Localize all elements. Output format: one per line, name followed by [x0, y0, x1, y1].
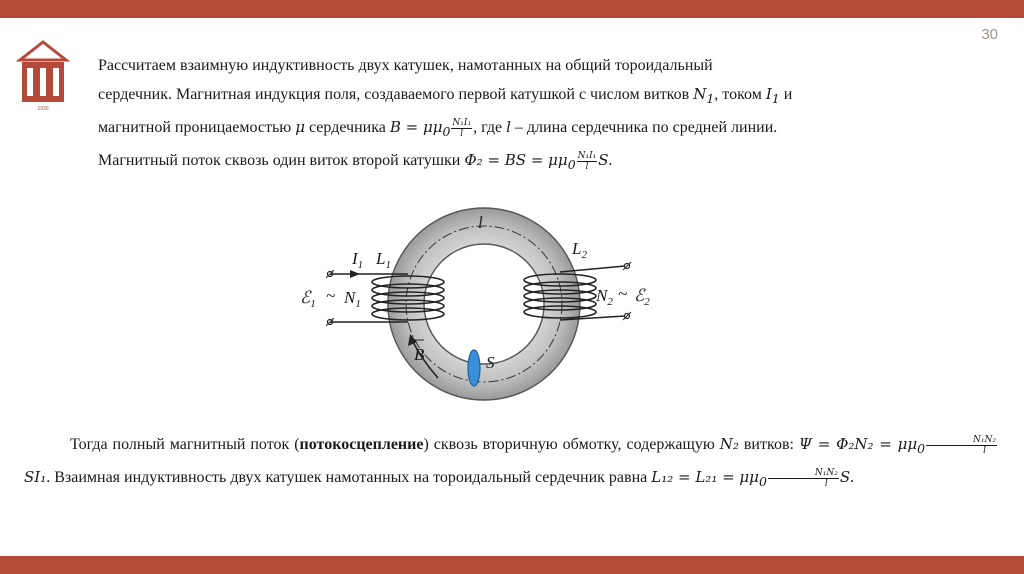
p1-line2-c: и — [779, 86, 793, 103]
p1-line2-a: сердечник. Магнитная индукция поля, создаваемого первой катушкой с числом витков — [98, 86, 694, 103]
p1-formula-flux: Φ₂ = BS = $\mu\mu_0$ — [464, 151, 576, 172]
p2-formula-l12-end: S. — [839, 468, 855, 486]
label-e2: ℰ$_2$ — [634, 286, 650, 308]
p2-formula-l12: $L_{12} = L_{21} = \mu\mu_0$ — [651, 468, 767, 489]
p1-line3-b: сердечника — [305, 119, 390, 136]
label-s: S — [486, 353, 495, 372]
p2-b: ) сквозь вторичную обмотку, содержащую — [423, 436, 720, 453]
current-arrow-icon — [350, 270, 360, 278]
label-l2: $L_2$ — [572, 239, 587, 261]
p2-bold-term: потокосцепление — [299, 436, 424, 453]
label-n1: $N_1$ — [344, 288, 361, 310]
p2-formula-psi-end: SI₁ — [24, 468, 47, 486]
p1-line1: Рассчитаем взаимную индуктивность двух катушек, намотанных на общий тороидальный — [98, 57, 713, 74]
p2-formula-psi-fraction: $\frac{\text{N₁N₂}}{l}$ — [926, 435, 997, 456]
p1-n1: $N_1$ — [693, 85, 715, 106]
label-tilde-right: ~ — [618, 284, 628, 303]
p1-formula-b: $B = \mu\mu_0$ — [389, 118, 451, 139]
bottom-accent-bar — [0, 556, 1024, 574]
label-b: B — [414, 345, 425, 364]
label-n2: $N_2$ — [596, 286, 613, 308]
p1-line3-d: – длина сердечника по средней линии. — [510, 119, 778, 136]
p1-formula-flux-fraction: $\frac{\text{N₁I₁}}{l}$ — [577, 150, 597, 172]
page-number: 30 — [981, 26, 998, 43]
label-tilde-left: ~ — [326, 286, 336, 305]
p2-formula-psi: $\Psi = \Phi_2N_2 = \mu\mu_0$ — [798, 435, 926, 456]
p2-d: . Взаимная индуктивность двух катушек намотанных на тороидальный сердечник равна — [46, 469, 652, 486]
cross-section-s — [468, 350, 480, 386]
top-accent-bar — [0, 0, 1024, 18]
p1-line3-a: магнитной проницаемостью — [98, 119, 296, 136]
p1-i1: $I_1$ — [765, 85, 780, 106]
label-l: l — [478, 213, 483, 232]
p1-mu: μ — [295, 118, 305, 136]
toroid-diagram — [290, 200, 680, 420]
p2-formula-l12-fraction: $\frac{\text{N₁N₂}}{l}$ — [768, 468, 839, 489]
label-i1: $I_1$ — [352, 249, 364, 271]
p2-a: Тогда полный магнитный поток ( — [70, 436, 300, 453]
logo-subcaption: 1930 — [37, 106, 49, 112]
label-l1: $L_1$ — [376, 249, 391, 271]
p2-c: витков: — [738, 436, 799, 453]
p1-line4-a: Магнитный поток сквозь один виток второй катушки — [98, 152, 465, 169]
university-logo-icon — [14, 28, 72, 118]
label-e1: ℰ$_1$ — [300, 288, 316, 310]
paragraph-mutual-inductance-intro — [98, 52, 968, 179]
p1-formula-b-fraction: $\frac{\text{N₁I₁}}{l}$ — [452, 117, 472, 139]
p1-line3-c: , где — [473, 119, 507, 136]
p1-line2-b: , током — [714, 86, 766, 103]
logo-caption: СИБГАСУ — [26, 97, 60, 104]
p1-formula-flux-end: S. — [598, 151, 613, 169]
p1-l: l — [506, 118, 511, 136]
p2-n2: N₂ — [719, 435, 739, 453]
paragraph-flux-linkage — [24, 430, 998, 496]
